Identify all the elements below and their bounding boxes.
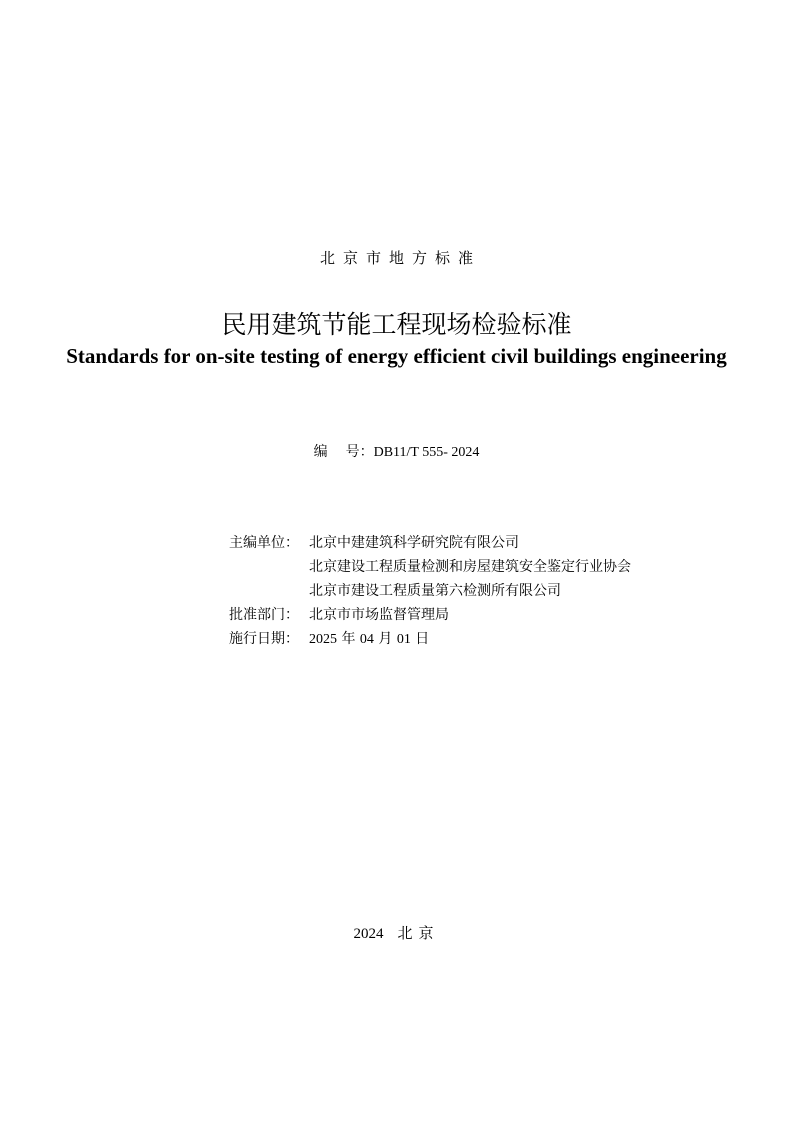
editor-3: 北京市建设工程质量第六检测所有限公司 — [309, 583, 561, 599]
publication-info — [229, 531, 631, 652]
standard-category: 北京市地方标准 — [319, 249, 481, 267]
editor-2: 北京建设工程质量检测和房屋建筑安全鉴定行业协会 — [309, 559, 631, 575]
code-label-part1: 编 — [313, 444, 328, 460]
day-unit: 日 — [415, 631, 430, 647]
effective-day: 01 — [396, 632, 411, 647]
publication-year: 2024 — [353, 926, 384, 942]
year-unit: 年 — [341, 631, 356, 647]
month-unit: 月 — [378, 631, 393, 647]
standard-code-label — [314, 444, 374, 460]
editor-row — [229, 579, 631, 603]
effective-month: 04 — [359, 632, 374, 647]
editor-1: 北京中建建筑科学研究院有限公司 — [309, 535, 519, 551]
code-label-part2: 号： — [345, 444, 374, 460]
title-chinese: 民用建筑节能工程现场检验标准 — [221, 310, 572, 339]
approver-value: 北京市市场监督管理局 — [309, 607, 449, 623]
title-english: Standards for on-site testing of energy efficient civil buildings engineering — [66, 344, 727, 368]
editor-row — [229, 555, 631, 579]
standard-code-line — [0, 441, 793, 461]
effective-date-row — [229, 627, 631, 652]
effective-year: 2025 — [309, 632, 337, 647]
standard-code-value: DB11/T 555- 2024 — [373, 445, 480, 460]
effective-date-value — [309, 627, 429, 652]
approver-label: 批准部门： — [229, 607, 299, 623]
publication-city: 北京 — [397, 924, 440, 942]
editor-label: 主编单位： — [229, 535, 299, 551]
approver-row — [229, 603, 631, 627]
effective-date-label: 施行日期： — [229, 631, 299, 647]
publication-footer — [0, 922, 793, 943]
editor-row — [229, 531, 631, 555]
